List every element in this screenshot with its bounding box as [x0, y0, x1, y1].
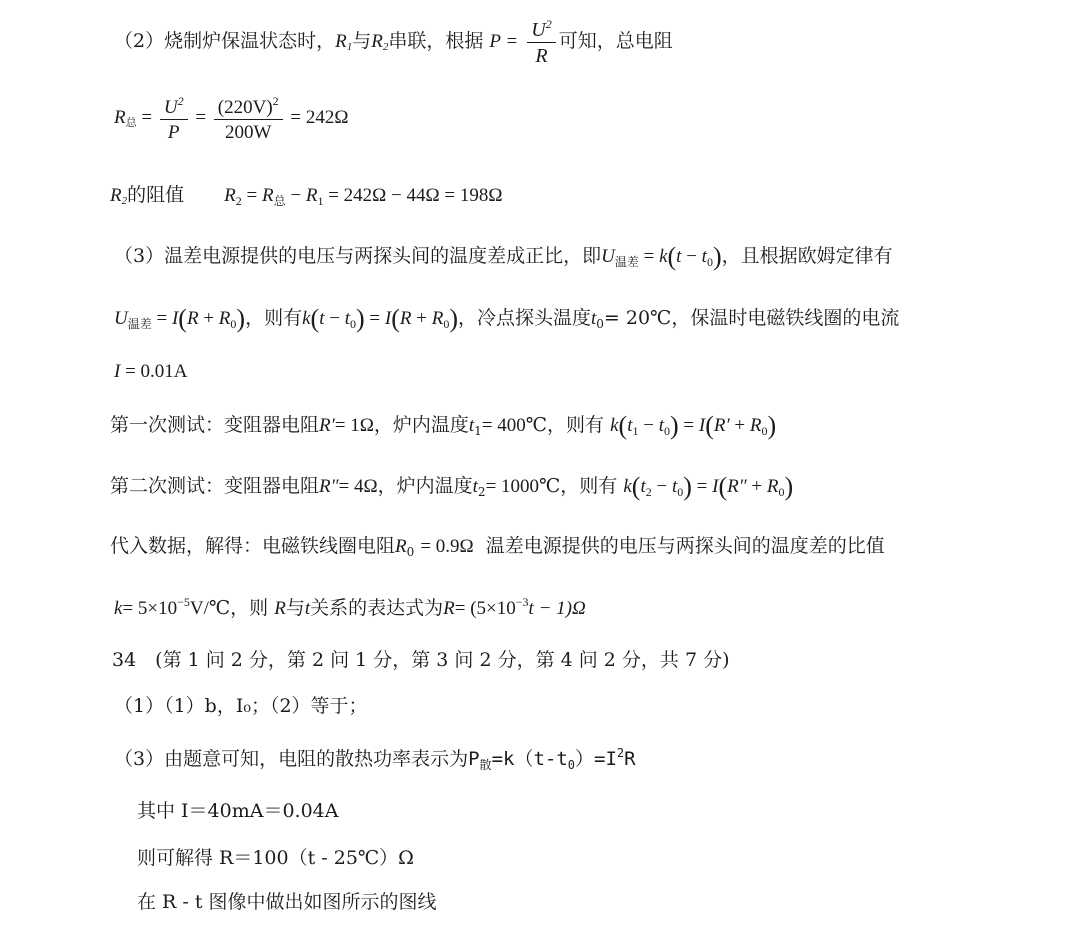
- k-mid2: 关系的表达式为: [310, 597, 444, 619]
- r2-symbol: $R_2$: [371, 31, 389, 53]
- r1-symbol: $R_1$: [335, 31, 353, 53]
- answer-3-draw: 在 R - t 图像中做出如图所示的图线: [137, 891, 437, 913]
- p3-line1: （3）温差电源提供的电压与两探头间的温度差成正比，即$U_{温差} = k(t - t_0)$，且根据欧姆定律有: [114, 242, 893, 271]
- sub-wencha-2: 温差: [127, 317, 152, 331]
- current-line: I = 0.01A: [114, 361, 188, 382]
- numeric-fraction: $\frac{(220V)^2}{200W}$: [214, 95, 283, 142]
- answer-3-lead: （3）由题意可知，电阻的散热功率表示为: [114, 748, 469, 770]
- eq-total: $R_总$ = $\frac{U^2}{P}$ = $\frac{(220V)^2}{200W}$ = 242Ω: [114, 94, 349, 143]
- sub-zong: 总: [125, 116, 137, 129]
- p2-tail: 可知，总电阻: [558, 30, 673, 52]
- answer-1: （1）（1）b，I₀；（2）等于；: [114, 695, 368, 717]
- p2-mid: 串联，根据: [388, 30, 484, 52]
- sub-san: 散: [479, 758, 492, 772]
- k-value: = 5×10: [122, 598, 178, 619]
- p3-line1-a: （3）温差电源提供的电压与两探头间的温度差成正比，即: [114, 245, 602, 267]
- frac-num: (220V): [217, 97, 273, 118]
- sub-wencha: 温差: [614, 255, 639, 269]
- r2-value: = 242Ω − 44Ω = 198Ω: [328, 185, 503, 206]
- answer-3-formula-tail: ）=I: [575, 748, 617, 770]
- q34-heading: 34 (第 1 问 2 分，第 2 问 1 分，第 3 问 2 分，第 4 问 2 分，共 7 分): [112, 649, 730, 671]
- p3-line2-b: ，冷点探头温度: [457, 307, 591, 329]
- p3-line2-c: = 20℃，保温时电磁铁线圈的电流: [603, 307, 900, 329]
- frac-den: 200W: [225, 122, 272, 143]
- sub-zong-2: 总: [273, 194, 286, 208]
- answer-3-solve: 则可解得 R＝100（t - 25℃）Ω: [137, 847, 414, 869]
- test1-line: 第一次测试：变阻器电阻R′= 1Ω，炉内温度$t_1=$ 400℃，则有 $k(t_1 - t_0) = I(R' + R_0)$: [110, 411, 777, 440]
- solve-tail: 温差电源提供的电压与两探头间的温度差的比值: [485, 535, 885, 557]
- k-expr-tail: t − 1)Ω: [528, 598, 586, 619]
- eq-total-value: = 242Ω: [290, 106, 349, 128]
- test1-t: = 400℃，则有: [481, 415, 605, 436]
- answer-3-line: （3）由题意可知，电阻的散热功率表示为$P_散=k(t-t_0)=I^2R$: [114, 746, 636, 772]
- test2-t: = 1000℃，则有: [485, 476, 618, 497]
- current-value: = 0.01A: [125, 361, 188, 382]
- test2-line: 第二次测试：变阻器电阻R″= 4Ω，炉内温度$t_2=$ 1000℃，则有 $k(t_2 - t_0) = I(R'' + R_0)$: [110, 472, 794, 501]
- k-expr: = (5×10: [454, 598, 516, 619]
- solve-line: 代入数据，解得：电磁铁线圈电阻$R_0 = 0.9\Omega$ 温差电源提供的电压与两探头间的温度差的比值: [110, 535, 885, 559]
- k-exp: −5: [177, 595, 190, 609]
- test2-r: = 4Ω，炉内温度: [338, 476, 473, 497]
- p3-line1-b: ，且根据欧姆定律有: [721, 245, 893, 267]
- power-fraction: $\frac{U^2}{R}$: [527, 18, 555, 66]
- answer-3-formula: =k（t-t: [491, 748, 568, 770]
- solve-lead: 代入数据，解得：电磁铁线圈电阻: [110, 535, 396, 557]
- test1-lead: 第一次测试：变阻器电阻: [110, 414, 320, 436]
- test1-r: = 1Ω，炉内温度: [334, 415, 469, 436]
- answer-3-r: R: [624, 748, 636, 770]
- u2-over-p: $\frac{U^2}{P}$: [160, 95, 188, 142]
- p2-lead: （2）烧制炉保温状态时，: [114, 30, 336, 52]
- p3-line2: $U_{温差} = I(R + R_0)$，则有$k(t - t_0) = I(R + R_0)$，冷点探头温度$t_0=$ 20℃，保温时电磁铁线圈的电流: [114, 304, 900, 333]
- k-exp2: −3: [515, 595, 529, 609]
- p2-line: [114, 18, 673, 66]
- p3-line2-a: ，则有: [245, 307, 303, 329]
- power-formula: P =: [489, 31, 519, 52]
- p2-and: 与: [352, 30, 372, 52]
- r2-label: 的阻值: [127, 184, 185, 206]
- r2-line: $R_2$的阻值 $R_2 = R_总 - R_1 = 242\Omega - 44\Omega = 198\Omega$: [110, 184, 503, 208]
- answer-3-where: 其中 I＝40mA＝0.04A: [137, 800, 339, 822]
- test2-lead: 第二次测试：变阻器电阻: [110, 475, 320, 497]
- solve-r0: = 0.9Ω: [420, 536, 474, 557]
- k-mid1: 与: [285, 597, 305, 619]
- k-unit: V/℃，则: [189, 598, 269, 619]
- k-line: $k= 5\times 10^{-5}V/℃$，则 R与t关系的表达式为$R= (5\times 10^{-3}t - 1)\Omega$: [114, 595, 586, 619]
